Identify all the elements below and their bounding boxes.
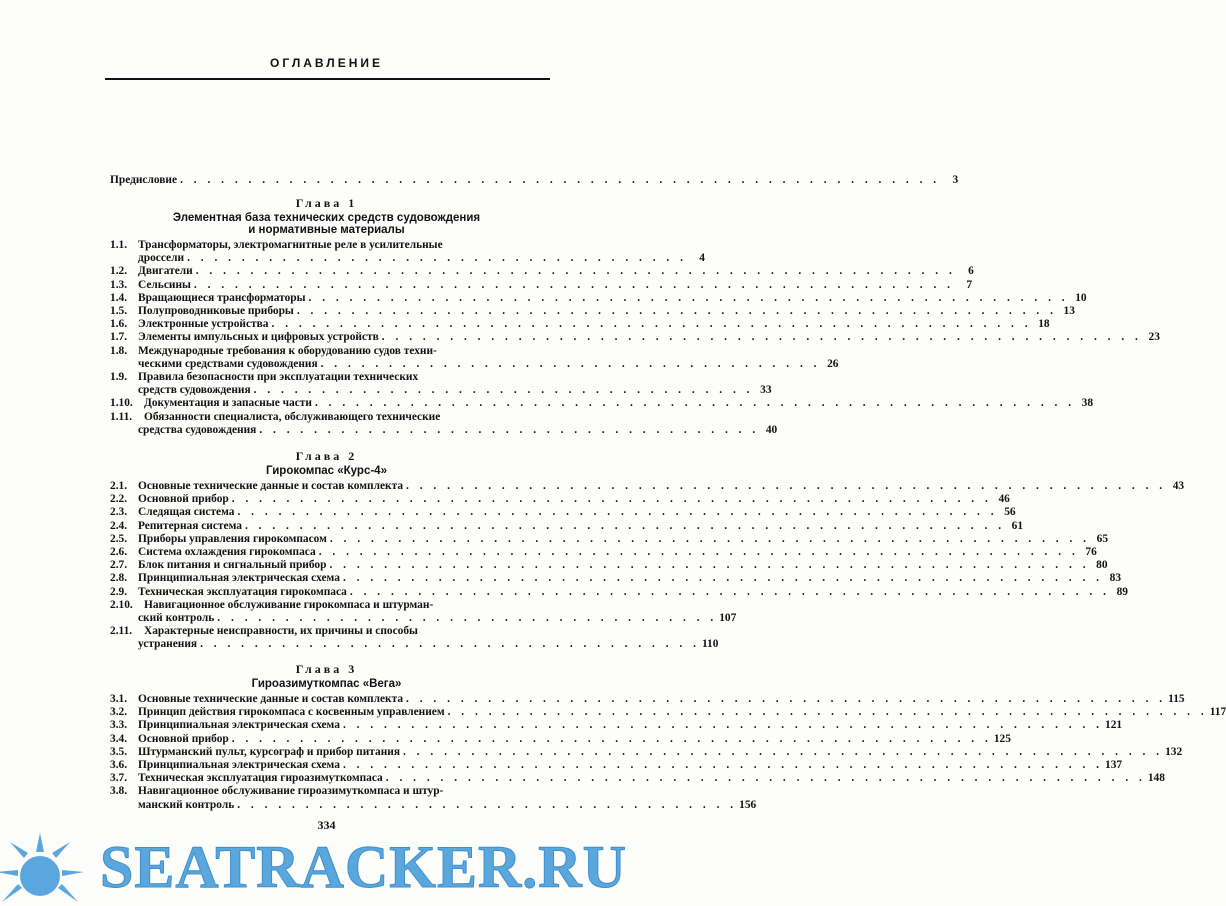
leader-dots [347, 586, 1110, 599]
toc-entry-number: 1.10. [110, 397, 133, 410]
toc-entry[interactable] [110, 278, 973, 292]
toc-entry-page: 148 [1147, 772, 1165, 785]
toc-entry-page: 65 [1096, 532, 1109, 545]
toc-entry-title: Трансформаторы, электромагнитные реле в усилительные [138, 239, 443, 251]
toc-entry-page: 7 [966, 278, 973, 291]
toc-entry-page: 38 [1081, 397, 1094, 410]
toc-entry-number: 1.4. [110, 291, 128, 304]
toc-entry-page: 107 [719, 612, 737, 624]
toc-entry-number: 2.4. [110, 519, 128, 532]
toc-entry-number: 3.6. [110, 759, 128, 771]
toc-entry-number: 3.8. [110, 785, 128, 798]
toc-entry-page: 6 [968, 265, 974, 278]
leader-dots [229, 493, 992, 506]
toc-entry-page: 46 [998, 493, 1010, 506]
leader-dots [294, 305, 1057, 318]
toc-entry-continuation[interactable] [138, 798, 757, 812]
toc-entry-title: ческими средствами судовождения [138, 357, 318, 370]
toc-entry-number: 2.6. [110, 546, 128, 558]
toc-entry-title: Правила безопасности при эксплуатации технических [138, 371, 419, 383]
toc-entry-number: 2.7. [110, 559, 128, 572]
toc-entry-title: Обязанности специалиста, обслуживающего технические [144, 410, 441, 423]
toc-entry[interactable] [110, 546, 1097, 559]
leader-dots [256, 424, 759, 437]
leader-dots [242, 520, 1005, 533]
toc-entry-title: Электронные устройства [138, 318, 269, 331]
toc-entry-number: 3.7. [110, 772, 128, 785]
toc-entry-title: устранения [138, 638, 198, 651]
toc-entry-title: Предисловие [110, 174, 178, 186]
toc-entry-title: Вращающиеся трансформаторы [138, 291, 306, 304]
toc-entry-title: Принцип действия гирокомпаса с косвенным управлением [138, 706, 445, 719]
toc-entry-number: 1.7. [110, 331, 128, 344]
toc-entry-page: 61 [1011, 519, 1024, 532]
toc-entry[interactable] [110, 759, 1123, 772]
toc-entry-title: Международные требования к оборудованию судов техни- [138, 344, 437, 357]
toc-entry-number: 3.2. [110, 706, 128, 719]
toc-entry-number: 1.3. [110, 278, 128, 291]
toc-entry-page: 137 [1105, 759, 1123, 771]
toc-entry[interactable] [110, 480, 1185, 493]
toc-entry-title: средства судовождения [138, 423, 257, 436]
toc-entry-title: Основные технические данные и состав комплекта [138, 693, 404, 705]
toc-entry-number: 2.10. [110, 598, 133, 611]
toc-entry-number: 1.9. [110, 371, 128, 383]
toc-entry-number: 1.1. [110, 239, 128, 251]
toc-entry[interactable] [110, 559, 1108, 572]
toc-entry[interactable] [110, 599, 540, 612]
toc-entry[interactable] [110, 506, 1016, 519]
leader-dots [400, 746, 1163, 759]
toc-entry-page: 125 [993, 732, 1011, 745]
toc-entry[interactable] [110, 331, 1160, 344]
toc-entry[interactable] [110, 772, 1165, 785]
toc-entry-page: 23 [1148, 331, 1160, 344]
leader-dots [234, 799, 737, 812]
chapter-heading: Глава 1 [295, 196, 358, 210]
toc-entry[interactable] [110, 318, 1050, 331]
leader-dots [318, 358, 821, 371]
toc-entry-continuation[interactable] [138, 423, 778, 437]
toc-entry-page: 115 [1168, 693, 1185, 705]
leader-dots [193, 265, 956, 278]
toc-entry[interactable] [110, 732, 1011, 746]
toc-entry-title: Характерные неисправности, их причины и способы [144, 625, 418, 638]
toc-entry-page: 10 [1075, 291, 1087, 304]
toc-entry-page: 3 [952, 174, 959, 186]
toc-entry[interactable] [110, 371, 540, 384]
toc-entry-title: манский контроль [138, 798, 235, 811]
toc-entry-page: 132 [1165, 745, 1183, 758]
leader-dots [340, 759, 1103, 772]
toc-entry-continuation[interactable] [138, 612, 737, 625]
toc-entry-number: 3.3. [110, 719, 128, 732]
toc-entry-number: 2.3. [110, 506, 128, 519]
toc-entry-title: Техническая эксплуатация гирокомпаса [138, 585, 347, 598]
toc-entry-title: Основной прибор [138, 493, 229, 506]
toc-entry-number: 3.1. [110, 693, 128, 705]
toc-entry-title: Элементы импульсных и цифровых устройств [138, 331, 379, 344]
leader-dots [327, 533, 1090, 546]
leader-dots [184, 252, 687, 265]
toc-entry[interactable] [110, 572, 1122, 585]
toc-entry-title: ский контроль [138, 612, 215, 624]
toc-entry-title: Следящая система [138, 506, 235, 519]
leader-dots [383, 772, 1146, 785]
toc-entry-number: 2.5. [110, 532, 128, 545]
toc-entry[interactable] [110, 625, 540, 638]
leader-dots [340, 572, 1103, 585]
leader-dots [229, 733, 992, 746]
toc-entry-page: 76 [1085, 546, 1097, 558]
toc-entry-page: 121 [1105, 719, 1123, 732]
toc-entry-continuation[interactable] [138, 357, 839, 371]
toc-entry[interactable] [110, 785, 540, 798]
leader-dots [214, 612, 717, 625]
toc-entry[interactable] [110, 693, 1185, 706]
toc-entry-continuation[interactable] [138, 638, 719, 651]
leader-dots [197, 638, 700, 651]
toc-entry-continuation[interactable] [138, 252, 705, 265]
toc-entry-title: Принципиальная электрическая схема [138, 572, 340, 585]
toc-entry[interactable] [110, 397, 1094, 410]
leader-dots [251, 384, 754, 397]
sun-logo-icon [0, 828, 100, 906]
chapter-title: Элементная база технических средств судовождения [172, 212, 481, 224]
toc-entry-page: 117 [1209, 706, 1226, 719]
toc-entry-title: Принципиальная электрическая схема [138, 719, 340, 732]
toc-entry-page: 18 [1038, 318, 1050, 331]
chapter-heading: Глава 3 [295, 662, 358, 676]
toc-entry[interactable] [110, 291, 1087, 305]
toc-entry-number: 2.2. [110, 493, 128, 506]
toc-entry-title: Двигатели [138, 265, 193, 278]
leader-dots [403, 693, 1166, 706]
leader-dots [326, 559, 1089, 572]
toc-entry-page: 83 [1109, 572, 1122, 585]
leader-dots [234, 506, 997, 519]
leader-dots [269, 318, 1032, 331]
toc-entry-number: 3.4. [110, 732, 128, 745]
toc-entry-title: Навигационное обслуживание гирокомпаса и штурман- [144, 598, 434, 611]
page-number: 334 [317, 818, 336, 832]
leader-dots [340, 719, 1103, 732]
toc-entry-page: 43 [1172, 480, 1185, 492]
toc-entry-page: 80 [1096, 559, 1108, 572]
toc-entry-number: 2.11. [110, 625, 133, 638]
toc-entry-title: Система охлаждения гирокомпаса [138, 546, 316, 558]
toc-entry-page: 110 [701, 638, 719, 651]
toc-entry[interactable] [110, 239, 540, 252]
toc-entry-number: 1.8. [110, 344, 128, 357]
toc-entry[interactable] [110, 305, 1075, 318]
toc-entry-title: средств судовождения [138, 384, 251, 397]
toc-entry-title: Принципиальная электрическая схема [138, 759, 340, 771]
leader-dots [191, 279, 954, 292]
toc-entry[interactable] [110, 532, 1109, 546]
toc-entry-preface[interactable] [110, 174, 959, 187]
chapter-title: Гирокомпас «Курс-4» [266, 465, 387, 477]
chapter-heading: Глава 2 [295, 449, 358, 463]
toc-entry-continuation[interactable] [138, 384, 772, 397]
leader-dots [445, 706, 1208, 719]
toc-entry-title: Основные технические данные и состав комплекта [138, 480, 404, 492]
toc-entry-number: 1.2. [110, 265, 128, 278]
toc-entry-page: 26 [827, 357, 839, 370]
toc-entry-page: 13 [1063, 305, 1075, 317]
leader-dots [306, 292, 1069, 305]
chapter-title: и нормативные материалы [248, 224, 405, 236]
toc-entry-number: 1.5. [110, 305, 128, 317]
toc-entry-title: дроссели [138, 252, 185, 265]
toc-entry-title: Приборы управления гирокомпасом [138, 532, 327, 545]
toc-entry[interactable] [110, 745, 1183, 759]
chapter-title: Гироазимуткомпас «Вега» [251, 678, 402, 690]
toc-entry-number: 3.5. [110, 745, 128, 758]
toc-entry[interactable] [110, 519, 1024, 533]
toc-entry[interactable] [110, 345, 540, 358]
toc-entry[interactable] [110, 585, 1128, 599]
toc-entry-title: Блок питания и сигнальный прибор [138, 559, 327, 572]
watermark [0, 828, 653, 906]
toc-entry-title: Сельсины [138, 278, 191, 291]
toc-entry-page: 89 [1116, 585, 1128, 598]
toc-entry-page: 56 [1004, 506, 1016, 519]
toc-entry-number: 1.6. [110, 318, 128, 331]
toc-entry[interactable] [110, 411, 540, 424]
toc-entry[interactable] [110, 265, 974, 278]
toc-entry-number: 2.9. [110, 585, 128, 598]
toc-entry-page: 33 [760, 384, 772, 397]
toc-entry[interactable] [110, 706, 1226, 719]
toc-entry-page: 40 [765, 423, 778, 436]
watermark-text: SEATRACKER.RU [100, 834, 627, 900]
page-title: ОГЛАВЛЕНИЕ [269, 56, 383, 70]
toc-entry-number: 2.8. [110, 572, 128, 585]
leader-dots [379, 331, 1142, 344]
toc-entry-title: Штурманский пульт, курсограф и прибор питания [138, 745, 400, 758]
toc-entry-page: 4 [699, 252, 705, 265]
toc-entry-title: Документация и запасные части [144, 397, 312, 410]
toc-entry-page: 156 [739, 798, 757, 811]
leader-dots [403, 480, 1166, 493]
toc-entry[interactable] [110, 493, 1010, 506]
toc-entry-title: Техническая эксплуатация гироазимуткомпаса [138, 772, 383, 785]
leader-dots [312, 397, 1075, 410]
leader-dots [316, 546, 1079, 559]
toc-entry-title: Навигационное обслуживание гироазимуткомпаса и штур- [138, 785, 444, 798]
toc-entry-title: Полупроводниковые приборы [138, 305, 294, 317]
toc-entry-title: Основной прибор [138, 732, 229, 745]
leader-dots [177, 174, 940, 187]
toc-entry-number: 1.11. [110, 410, 133, 423]
toc-entry[interactable] [110, 719, 1123, 732]
toc-entry-title: Репитерная система [138, 519, 242, 532]
toc-entry-number: 2.1. [110, 480, 128, 492]
